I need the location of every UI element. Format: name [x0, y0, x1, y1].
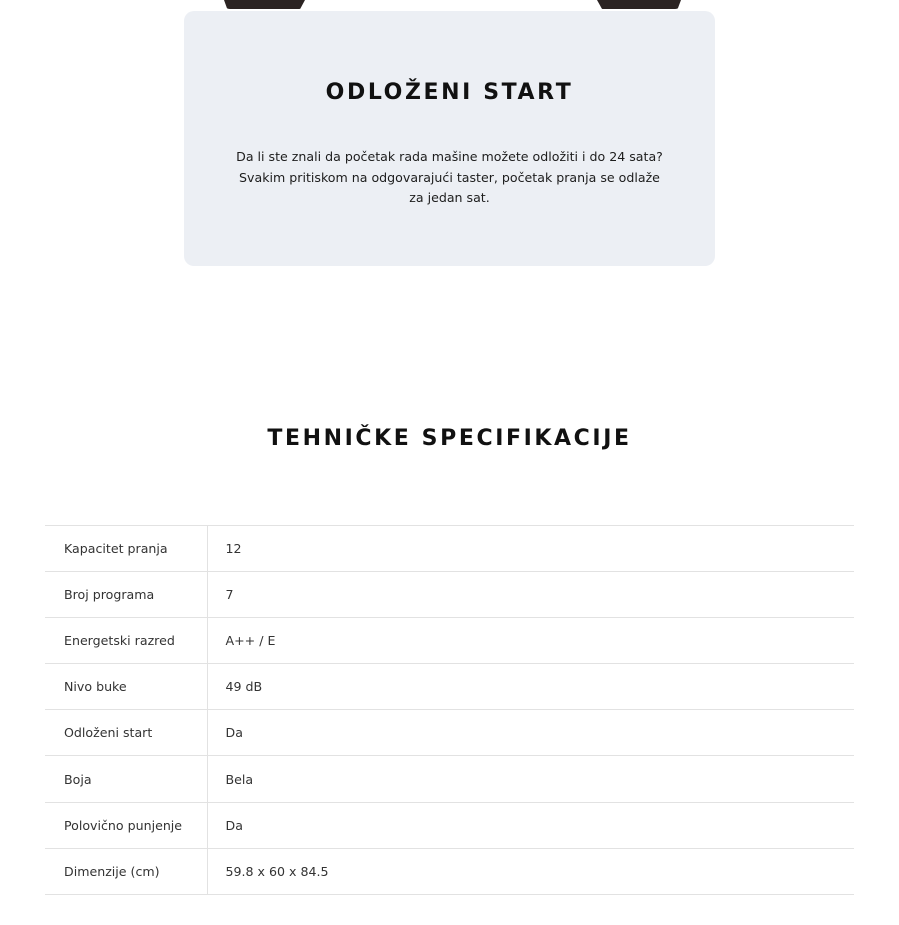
- spec-label: Nivo buke: [45, 664, 207, 710]
- feature-title: ODLOŽENI START: [325, 80, 574, 105]
- spec-label: Broj programa: [45, 572, 207, 618]
- table-row: [45, 848, 854, 894]
- spec-value: 12: [207, 526, 854, 572]
- table-row: [45, 618, 854, 664]
- spec-label: Energetski razred: [45, 618, 207, 664]
- spec-value: 49 dB: [207, 664, 854, 710]
- table-row: [45, 710, 854, 756]
- spec-value: 59.8 x 60 x 84.5: [207, 848, 854, 894]
- table-row: [45, 526, 854, 572]
- spec-value: Da: [207, 802, 854, 848]
- table-row: [45, 802, 854, 848]
- spec-label: Boja: [45, 756, 207, 802]
- feature-card-delayed-start: [184, 11, 715, 266]
- spec-value: Da: [207, 710, 854, 756]
- spec-label: Odloženi start: [45, 710, 207, 756]
- spec-label: Polovično punjenje: [45, 802, 207, 848]
- spec-value: Bela: [207, 756, 854, 802]
- spec-label: Dimenzije (cm): [45, 848, 207, 894]
- specs-table: [45, 525, 854, 895]
- specs-title: TEHNIČKE SPECIFIKACIJE: [267, 426, 632, 451]
- product-image-fragment-right: [597, 0, 681, 9]
- table-row: [45, 664, 854, 710]
- spec-label: Kapacitet pranja: [45, 526, 207, 572]
- table-row: [45, 756, 854, 802]
- table-row: [45, 572, 854, 618]
- feature-description: Da li ste znali da početak rada mašine možete odložiti i do 24 sata? Svakim pritiskom na odgovarajući taster, početak pranja se odlaže za jedan sat.: [236, 149, 663, 205]
- product-image-fragment-left: [224, 0, 305, 9]
- spec-value: 7: [207, 572, 854, 618]
- spec-value: A++ / E: [207, 618, 854, 664]
